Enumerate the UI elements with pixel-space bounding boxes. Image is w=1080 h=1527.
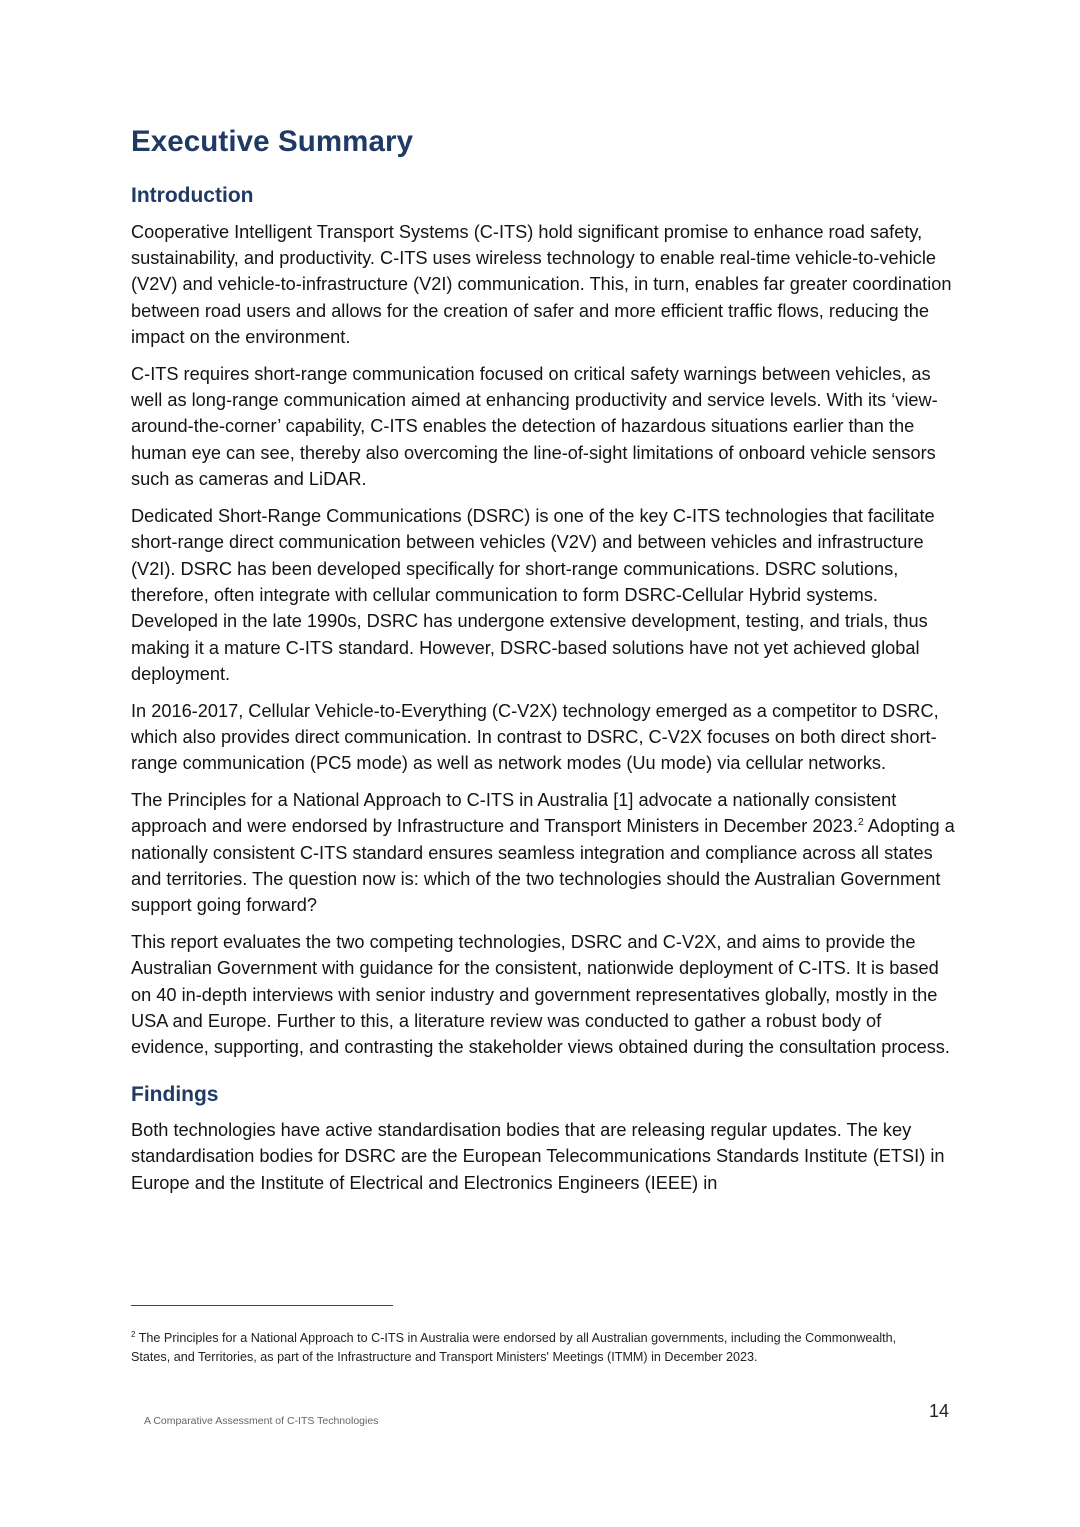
- page-number: 14: [928, 1401, 949, 1421]
- principles-paragraph: [131, 787, 961, 919]
- findings-heading: Findings: [131, 1082, 219, 1106]
- introduction-heading: Introduction: [131, 184, 254, 208]
- footnote: [131, 1329, 931, 1368]
- findings-paragraph: Both technologies have active standardisation bodies that are releasing regular updates. The key standardisation bodies for DSRC are the European Telecommunications Standards Institute (ETSI) in Europe and the Institute of Electrical and Electronics Engineers (IEEE) in: [131, 1120, 945, 1193]
- introduction-paragraph-3: Dedicated Short-Range Communications (DSRC) is one of the key C-ITS technologies that facilitate short-range direct communication between vehicles (V2V) and between vehicles and infrastructure (V2I). DSRC has been developed specifically for short-range communications. DSRC solutions, therefore, often integrate with cellular communication to form DSRC-Cellular Hybrid systems. Developed in the late 1990s, DSRC has undergone extensive development, testing, and trials, thus making it a mature C-ITS standard. However, DSRC-based solutions have not yet achieved global deployment.: [131, 505, 935, 685]
- footnote-text: The Principles for a National Approach to C-ITS in Australia were endorsed by all Australian governments, including the Commonwealth, States, and Territories, as part of the Infrastructure and Transport Ministers' Meetings (ITMM) in December 2023.: [131, 1331, 897, 1365]
- footer-report-title: A Comparative Assessment of C-ITS Technologies: [144, 1415, 379, 1427]
- introduction-paragraph-4: In 2016-2017, Cellular Vehicle-to-Everything (C-V2X) technology emerged as a competitor to DSRC, which also provides direct communication. In contrast to DSRC, C-V2X focuses on both direct short-range communication (PC5 mode) as well as network modes (Uu mode) via cellular networks.: [131, 700, 939, 774]
- footnote-reference: 2: [857, 816, 864, 829]
- footnote-marker: 2: [131, 1329, 136, 1339]
- principles-paragraph-end: Adopting a nationally consistent C-ITS standard ensures seamless integration and compliance across all states and territories. The question now is: which of the two technologies should the Australian Government support going forward?: [131, 816, 955, 916]
- introduction-paragraph-2: C-ITS requires short-range communication focused on critical safety warnings between vehicles, as well as long-range communication aimed at enhancing productivity and service levels. With its ‘view-around-the-corner’ capability, C-ITS enables the detection of hazardous situations earlier than the human eye can see, thereby also overcoming the line-of-sight limitations of onboard vehicle sensors such as cameras and LiDAR.: [131, 363, 938, 490]
- main-content: [131, 124, 961, 1206]
- footnote-divider: [131, 1305, 393, 1306]
- introduction-paragraph-1: Cooperative Intelligent Transport Systems (C-ITS) hold significant promise to enhance road safety, sustainability, and productivity. C-ITS uses wireless technology to enable real-time vehicle-to-vehicle (V2V) and vehicle-to-infrastructure (V2I) communication. This, in turn, enables far greater coordination between road users and allows for the creation of safer and more efficient traffic flows, reducing the impact on the environment.: [131, 221, 952, 348]
- principles-paragraph-start: The Principles for a National Approach to C-ITS in Australia [1] advocate a nationally consistent approach and were endorsed by Infrastructure and Transport Ministers in December 2023.: [131, 789, 897, 837]
- report-paragraph: This report evaluates the two competing technologies, DSRC and C-V2X, and aims to provide the Australian Government with guidance for the consistent, nationwide deployment of C-ITS. It is based on 40 in-depth interviews with senior industry and government representatives globally, mostly in the USA and Europe. Further to this, a literature review was conducted to gather a robust body of evidence, supporting, and contrasting the stakeholder views obtained during the consultation process.: [131, 931, 950, 1058]
- page-title: Executive Summary: [131, 125, 414, 158]
